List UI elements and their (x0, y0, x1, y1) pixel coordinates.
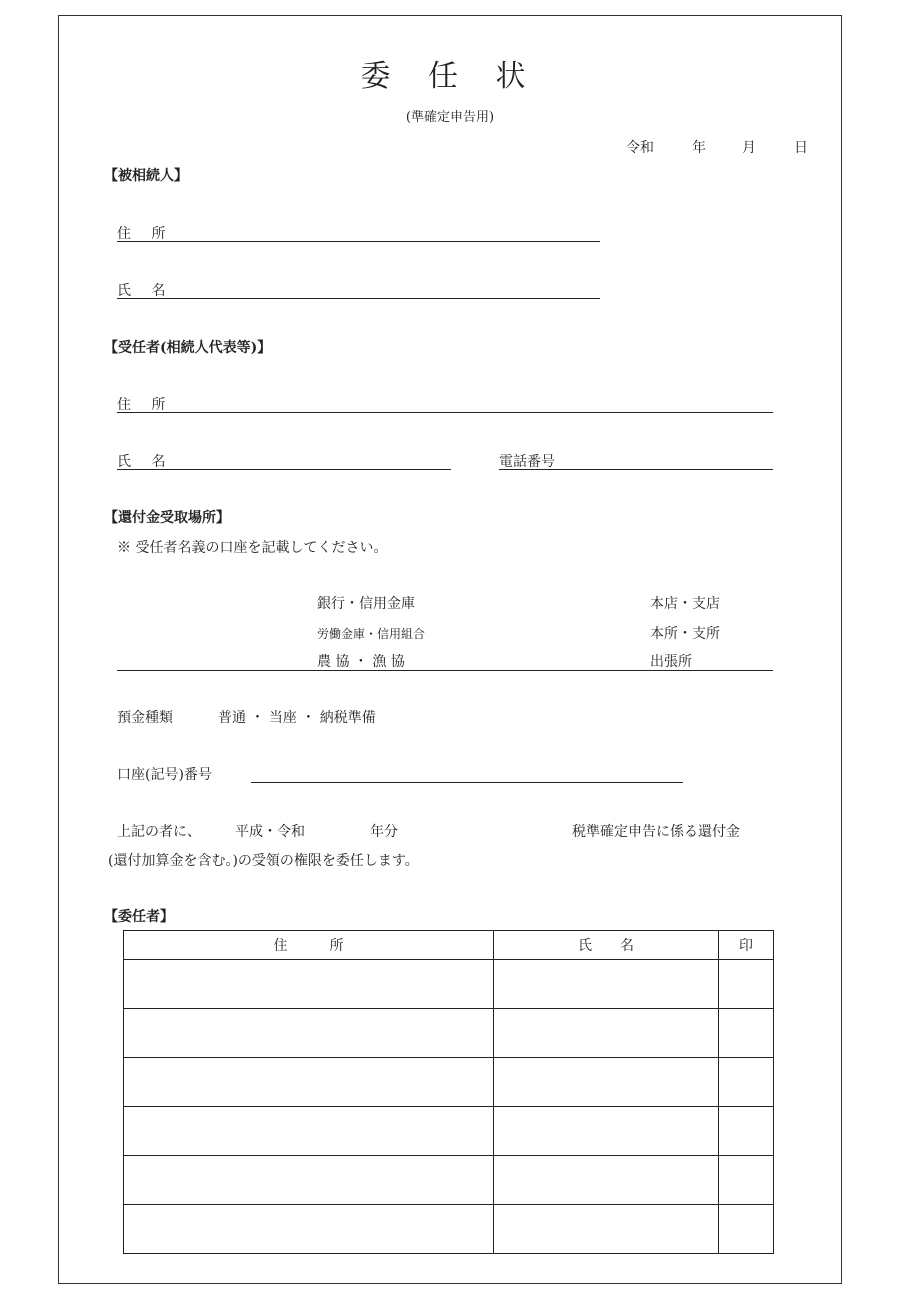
seal-cell[interactable] (719, 1156, 774, 1205)
statement-year: 年分 (370, 824, 398, 840)
statement-era: 平成・令和 (235, 824, 305, 840)
date-era: 令和 (626, 140, 654, 156)
name-cell[interactable] (494, 1156, 719, 1205)
decedent-name-label: 氏 名 (117, 283, 174, 299)
address-cell[interactable] (124, 960, 494, 1009)
seal-cell[interactable] (719, 1205, 774, 1254)
document-subtitle: (準確定申告用) (405, 110, 495, 125)
decedent-heading: 【被相続人】 (104, 168, 188, 184)
agent-name-label: 氏 名 (117, 454, 174, 470)
seal-cell[interactable] (719, 1107, 774, 1156)
decedent-name-field[interactable] (117, 298, 600, 299)
refund-place-heading: 【還付金受取場所】 (104, 510, 230, 526)
agent-heading: 【受任者(相続人代表等)】 (104, 340, 272, 356)
table-row (124, 1107, 774, 1156)
statement-line2: (還付加算金を含む。)の受領の権限を委任します。 (108, 853, 419, 869)
account-number-label: 口座(記号)番号 (117, 767, 212, 783)
bank-type-agri: 農 協 ・ 漁 協 (317, 654, 405, 670)
delegators-heading: 【委任者】 (104, 909, 174, 925)
agent-phone-field[interactable] (499, 469, 773, 470)
name-cell[interactable] (494, 1107, 719, 1156)
address-cell[interactable] (124, 1107, 494, 1156)
date-day: 日 (794, 140, 808, 156)
name-cell[interactable] (494, 1009, 719, 1058)
bank-type-bank: 銀行・信用金庫 (317, 596, 415, 612)
address-cell[interactable] (124, 1058, 494, 1107)
branch-type-store: 本店・支店 (650, 596, 720, 612)
table-row (124, 1009, 774, 1058)
bank-type-labor: 労働金庫・信用組合 (317, 627, 426, 641)
table-header-row (124, 931, 774, 960)
table-row (124, 1205, 774, 1254)
address-cell[interactable] (124, 1156, 494, 1205)
agent-address-field[interactable] (117, 412, 773, 413)
statement-suffix: 税準確定申告に係る還付金 (572, 824, 740, 840)
name-cell[interactable] (494, 960, 719, 1009)
statement-prefix: 上記の者に、 (117, 824, 201, 840)
table-row (124, 1058, 774, 1107)
column-seal: 印 (719, 931, 774, 960)
refund-place-note: ※ 受任者名義の口座を記載してください。 (117, 540, 388, 556)
address-cell[interactable] (124, 1009, 494, 1058)
date-month: 月 (742, 140, 756, 156)
table-row (124, 960, 774, 1009)
name-cell[interactable] (494, 1058, 719, 1107)
decedent-address-label: 住 所 (117, 226, 174, 242)
table-row (124, 1156, 774, 1205)
name-cell[interactable] (494, 1205, 719, 1254)
agent-name-field[interactable] (117, 469, 451, 470)
bank-field[interactable] (117, 670, 773, 671)
date-year: 年 (692, 140, 706, 156)
decedent-address-field[interactable] (117, 241, 600, 242)
deposit-type-options[interactable]: 普通 ・ 当座 ・ 納税準備 (218, 710, 376, 726)
branch-type-outpost: 出張所 (650, 654, 692, 670)
address-cell[interactable] (124, 1205, 494, 1254)
deposit-type-label: 預金種類 (117, 710, 173, 726)
seal-cell[interactable] (719, 1009, 774, 1058)
seal-cell[interactable] (719, 1058, 774, 1107)
account-number-field[interactable] (251, 782, 683, 783)
agent-address-label: 住 所 (117, 397, 174, 413)
delegators-table (123, 930, 774, 1254)
seal-cell[interactable] (719, 960, 774, 1009)
column-address: 住 所 (124, 931, 494, 960)
column-name: 氏 名 (494, 931, 719, 960)
document-title: 委 任 状 (360, 59, 540, 94)
branch-type-office: 本所・支所 (650, 626, 720, 642)
agent-phone-label: 電話番号 (499, 454, 555, 470)
